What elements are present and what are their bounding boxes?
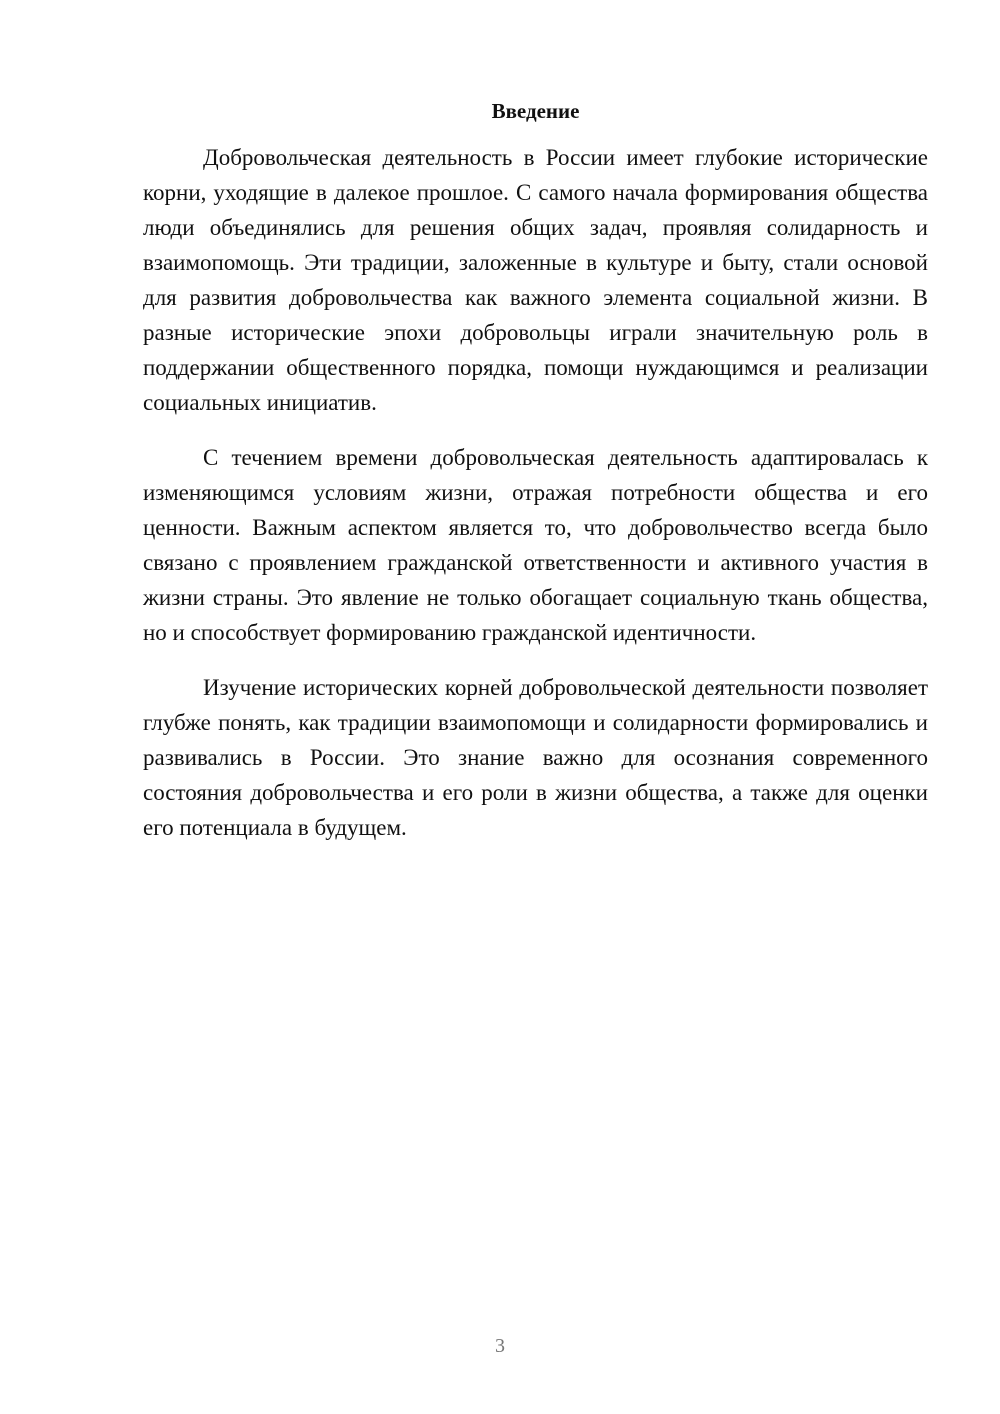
paragraph-2: С течением времени добровольческая деятельность адаптировалась к изменяющимся условиям жизни, отражая потребности общества и его ценности. Важным аспектом является то, что добровольчество всегда было связано с проявлением гражданской ответственности и активного участия в жизни страны. Это явление не только обогащает социальную ткань общества, но и способствует формированию гражданской идентичности.: [143, 445, 928, 645]
section-title: Введение: [491, 99, 580, 123]
page-number: 3: [495, 1335, 505, 1357]
paragraph-1: Добровольческая деятельность в России имеет глубокие исторические корни, уходящие в далекое прошлое. С самого начала формирования общества люди объединялись для решения общих задач, проявляя солидарность и взаимопомощь. Эти традиции, заложенные в культуре и быту, стали основой для развития добровольчества как важного элемента социальной жизни. В разные исторические эпохи добровольцы играли значительную роль в поддержании общественного порядка, помощи нуждающимся и реализации социальных инициатив.: [143, 145, 928, 415]
paragraph-3: Изучение исторических корней добровольческой деятельности позволяет глубже понять, как традиции взаимопомощи и солидарности формировались и развивались в России. Это знание важно для осознания современного состояния добровольчества и его роли в жизни общества, а также для оценки его потенциала в будущем.: [143, 675, 928, 840]
document-body: [143, 92, 928, 865]
